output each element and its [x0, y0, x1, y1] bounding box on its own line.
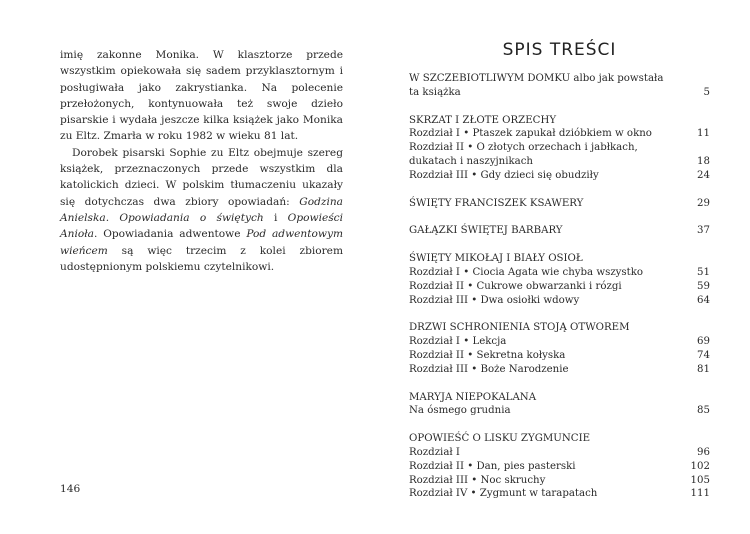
toc-entry-label: Rozdział I • Lekcja — [409, 336, 507, 348]
left-page-text — [60, 47, 343, 275]
toc-entry-label: Rozdział III • Gdy dzieci się obudziły — [409, 169, 599, 181]
page-number: 146 — [60, 483, 81, 495]
toc-section — [409, 252, 710, 307]
toc-entry-label: DRZWI SCHRONIENIA STOJĄ OTWOREM — [409, 322, 630, 334]
toc-sections — [409, 72, 710, 501]
toc-entry-page: 81 — [697, 363, 710, 375]
toc-entry-page: 74 — [697, 349, 710, 361]
toc-entry-label: Rozdział II • O złotych orzechach i jabłkach, dukatach i naszyjnikach — [409, 142, 638, 167]
toc-entry — [409, 224, 710, 238]
toc-entry-label: Rozdział II • Sekretna kołyska — [409, 349, 566, 361]
toc-entry-label: Rozdział II • Cukrowe obwarzanki i rózgi — [409, 280, 622, 292]
toc-entry — [409, 335, 710, 349]
toc-entry — [409, 280, 710, 294]
toc-entry — [409, 474, 710, 488]
toc-entry — [409, 321, 710, 335]
toc-section — [409, 197, 710, 211]
toc-entry-page: 11 — [697, 128, 710, 140]
toc-entry-label: OPOWIEŚĆ O LISKU ZYGMUNCIE — [409, 433, 591, 445]
toc-entry-page: 18 — [697, 155, 710, 167]
paragraph-1: imię zakonne Monika. W klasztorze przede wszystkim opiekowała się sadem przyklasztornym i posługiwała jako zakrystianka. Na polecenie przełożonych, kontynuowała też swoje dzieło pisarskie i wydała jeszcze kilka książek jako Monika zu Eltz. Zmarła w roku 1982 w wieku 81 lat. — [60, 49, 343, 143]
toc-entry-label: W SZCZEBIOTLIWYM DOMKU albo jak powstała ta książka — [409, 73, 664, 98]
toc-title: SPIS TREŚCI — [502, 40, 617, 60]
paragraph-2-text-e: . Opowiadania adwentowe — [94, 228, 247, 241]
toc-entry — [409, 349, 710, 363]
toc-entry-label: Rozdział II • Dan, pies pasterski — [409, 460, 576, 472]
toc-entry-page: 37 — [697, 225, 710, 237]
toc-entry-label: Rozdział IV • Zygmunt w tarapatach — [409, 488, 598, 500]
toc-entry-label: Na ósmego grudnia — [409, 405, 511, 417]
toc-entry — [409, 391, 710, 405]
toc-section — [409, 391, 710, 419]
toc-entry — [409, 487, 710, 501]
table-of-contents — [409, 40, 710, 515]
toc-entry-label: Rozdział III • Noc skruchy — [409, 474, 546, 486]
toc-entry-page: 69 — [697, 336, 710, 348]
toc-entry — [409, 446, 710, 460]
toc-entry — [409, 404, 710, 418]
toc-entry — [409, 72, 710, 100]
toc-entry-label: Rozdział I — [409, 446, 460, 458]
toc-section — [409, 321, 710, 376]
toc-entry-page: 51 — [697, 266, 710, 278]
toc-entry — [409, 114, 710, 128]
toc-section — [409, 432, 710, 501]
toc-entry — [409, 197, 710, 211]
toc-entry-label: MARYJA NIEPOKALANA — [409, 391, 537, 403]
paragraph-2-text-a: Dorobek pisarski Sophie zu Eltz obejmuje szereg książek, przeznaczonych przede wszystkim dla katolickich dzieci. W polskim tłumaczeniu ukazały się dotychczas dwa zbiory opowiadań: — [60, 146, 343, 208]
toc-entry-page: 105 — [690, 474, 710, 486]
toc-entry — [409, 266, 710, 280]
toc-entry-label: SKRZAT I ZŁOTE ORZECHY — [409, 114, 557, 126]
toc-entry-page: 85 — [697, 405, 710, 417]
toc-section — [409, 72, 710, 100]
book-title-3: Pod adwentowym wieńcem — [60, 228, 343, 257]
toc-entry-page: 102 — [690, 460, 710, 472]
toc-entry-page: 5 — [703, 86, 710, 98]
toc-entry — [409, 363, 710, 377]
toc-section — [409, 224, 710, 238]
toc-entry-label: Rozdział III • Dwa osiołki wdowy — [409, 294, 580, 306]
toc-entry — [409, 252, 710, 266]
toc-entry-page: 64 — [697, 294, 710, 306]
toc-entry — [409, 141, 710, 169]
toc-entry-label: Rozdział III • Boże Narodzenie — [409, 363, 569, 375]
toc-entry-label: ŚWIĘTY FRANCISZEK KSAWERY — [409, 197, 584, 209]
toc-entry-page: 96 — [697, 446, 710, 458]
paragraph-2-text-c: i — [263, 211, 288, 224]
toc-entry-page: 24 — [697, 169, 710, 181]
toc-entry — [409, 127, 710, 141]
paragraph-2-text-g: są więc trzecim z kolei zbiorem udostępnionym polskiemu czytelnikowi. — [60, 244, 343, 273]
toc-entry-page: 29 — [697, 197, 710, 209]
toc-entry-label: ŚWIĘTY MIKOŁAJ I BIAŁY OSIOŁ — [409, 253, 583, 265]
toc-entry — [409, 169, 710, 183]
toc-entry-label: GAŁĄZKI ŚWIĘTEJ BARBARY — [409, 225, 563, 237]
toc-entry-page: 111 — [690, 488, 710, 500]
toc-entry — [409, 432, 710, 446]
book-title-2: Opowieści Anioła — [60, 211, 343, 241]
book-title-1: Godzina Anielska. Opowiadania o świętych — [60, 195, 343, 224]
toc-section — [409, 114, 710, 183]
toc-entry — [409, 294, 710, 308]
toc-entry-label: Rozdział I • Ptaszek zapukał dzióbkiem w okno — [409, 128, 652, 140]
toc-entry — [409, 460, 710, 474]
toc-entry-page: 59 — [697, 280, 710, 292]
paragraph-2 — [60, 145, 343, 275]
toc-entry-label: Rozdział I • Ciocia Agata wie chyba wszystko — [409, 266, 644, 278]
